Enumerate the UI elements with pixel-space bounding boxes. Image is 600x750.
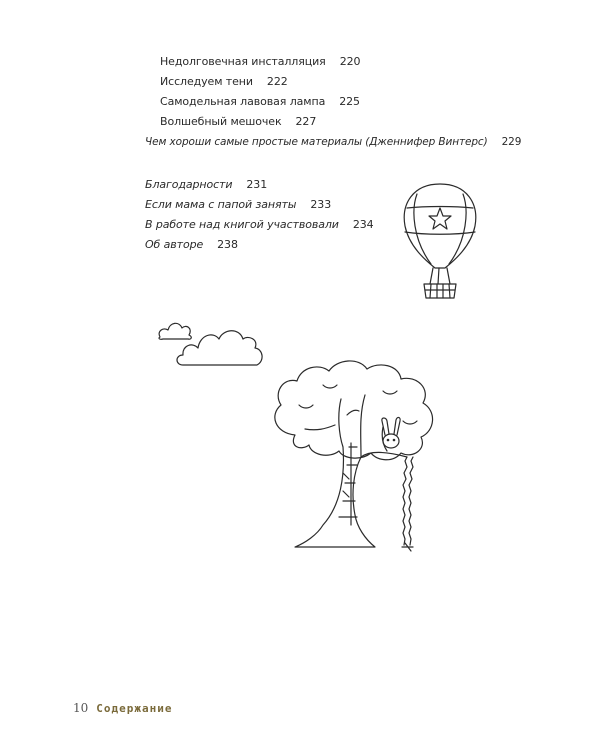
toc-entry-page: 233 bbox=[310, 198, 332, 211]
toc-entry bbox=[145, 198, 331, 212]
toc-entry-page: 227 bbox=[295, 115, 317, 128]
toc-entry bbox=[145, 238, 238, 252]
tree-with-swing-illustration bbox=[265, 355, 445, 560]
toc-entry bbox=[160, 95, 360, 109]
toc-entry bbox=[145, 218, 374, 232]
toc-entry-page: 234 bbox=[352, 218, 374, 231]
toc-entry-title: Об авторе bbox=[145, 238, 204, 251]
toc-entry bbox=[160, 55, 360, 69]
toc-entry bbox=[160, 75, 288, 89]
page-footer bbox=[73, 697, 173, 716]
toc-entry-title: Исследуем тени bbox=[160, 75, 253, 88]
toc-entry bbox=[160, 115, 316, 129]
clouds-illustration bbox=[155, 315, 270, 377]
toc-entry-page: 220 bbox=[339, 55, 361, 68]
toc-entry-page: 222 bbox=[266, 75, 288, 88]
toc-entry-page: 238 bbox=[217, 238, 238, 251]
toc-entry-title: Недолговечная инсталляция bbox=[160, 55, 326, 68]
toc-entry-page: 225 bbox=[339, 95, 360, 108]
toc-entry-title: В работе над книгой участвовали bbox=[145, 218, 339, 231]
toc-entry bbox=[145, 135, 521, 149]
section-title: Содержание bbox=[96, 702, 173, 715]
toc-entry-title: Если мама с папой заняты bbox=[145, 198, 297, 211]
page-number: 10 bbox=[73, 701, 89, 715]
toc-entry bbox=[145, 178, 267, 192]
hot-air-balloon-illustration bbox=[395, 180, 485, 305]
toc-entry-page: 229 bbox=[501, 136, 522, 148]
toc-entry-title: Благодарности bbox=[145, 178, 233, 191]
toc-entry-title: Волшебный мешочек bbox=[160, 115, 282, 128]
toc-entry-title: Самодельная лавовая лампа bbox=[160, 95, 326, 108]
toc-entry-page: 231 bbox=[246, 178, 268, 191]
toc-entry-title: Чем хороши самые простые материалы (Дженнифер Винтерс) bbox=[145, 136, 488, 148]
